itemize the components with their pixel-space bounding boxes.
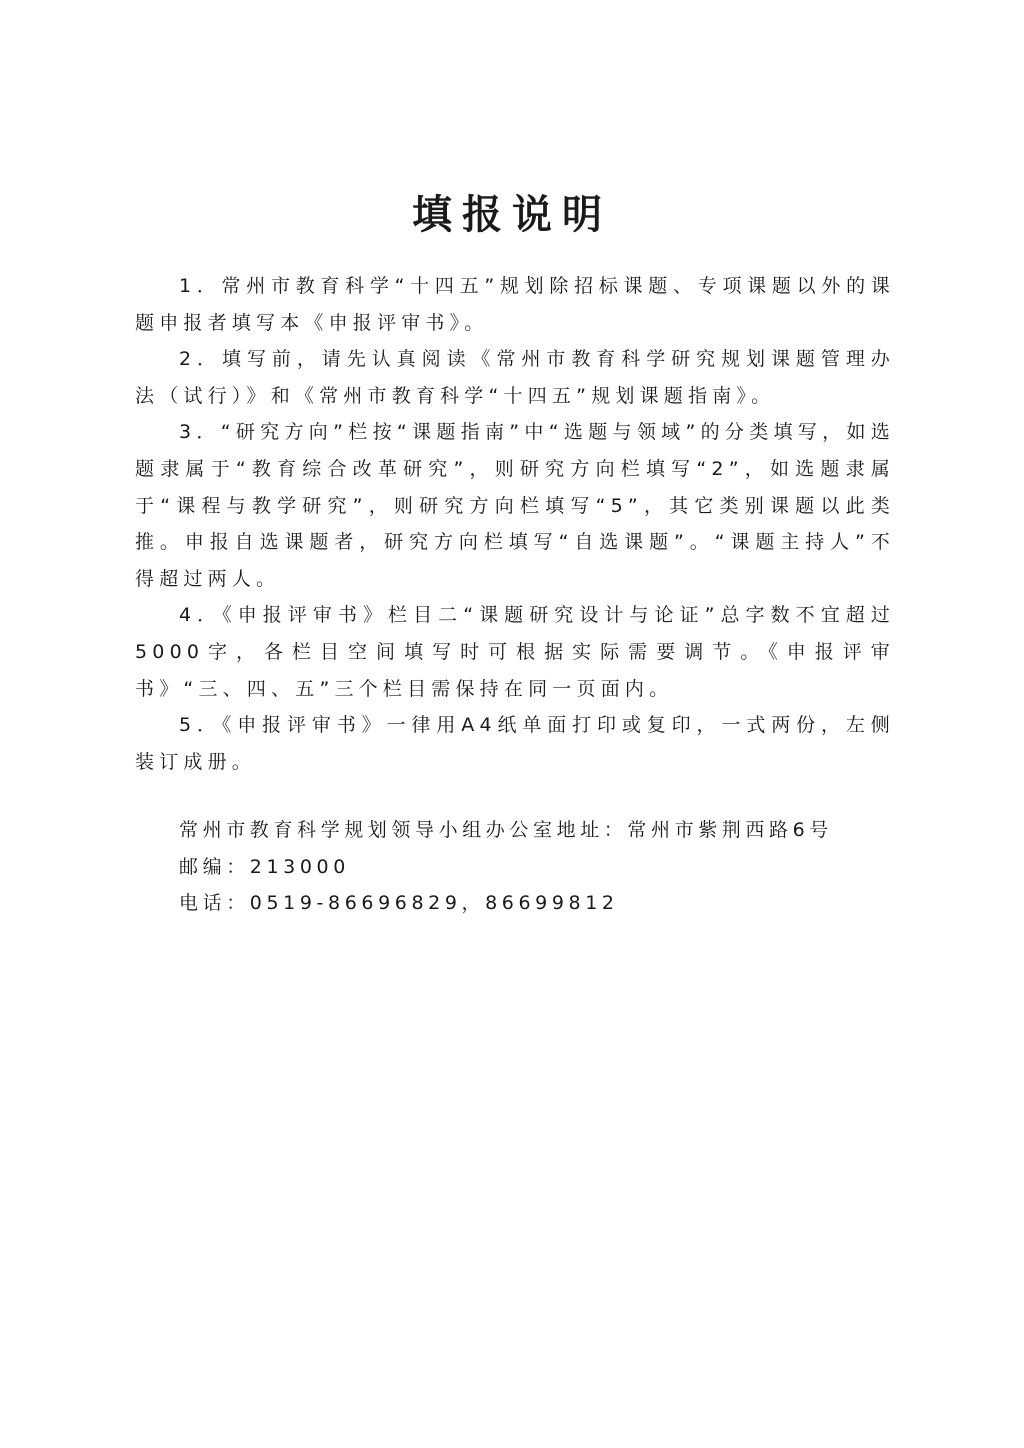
instructions-section bbox=[135, 268, 895, 780]
page-title: 填报说明 bbox=[412, 190, 612, 238]
contact-section bbox=[179, 812, 899, 922]
contact-phone: 电话：0519-86696829，86699812 bbox=[179, 892, 619, 915]
instruction-item-4: 4．《申报评审书》栏目二“课题研究设计与论证”总字数不宜超过5000字，各栏目空间填写时可根据实际需要调节。《申报评审书》“三、四、五”三个栏目需保持在同一页面内。 bbox=[135, 604, 895, 700]
contact-postcode: 邮编：213000 bbox=[179, 855, 350, 878]
instruction-item-3: 3．“研究方向”栏按“课题指南”中“选题与领域”的分类填写，如选题隶属于“教育综合改革研究”，则研究方向栏填写“2”，如选题隶属于“课程与教学研究”，则研究方向栏填写“5”，其它类别课题以此类推。申报自选课题者，研究方向栏填写“自选课题”。“课题主持人”不得超过两人。 bbox=[135, 421, 895, 590]
contact-address: 常州市教育科学规划领导小组办公室地址：常州市紫荆西路6号 bbox=[179, 819, 833, 841]
instruction-item-5: 5．《申报评审书》一律用A4纸单面打印或复印，一式两份，左侧装订成册。 bbox=[135, 714, 895, 773]
instruction-item-2: 2．填写前，请先认真阅读《常州市教育科学研究规划课题管理办法（试行）》和《常州市教育科学“十四五”规划课题指南》。 bbox=[135, 348, 895, 407]
instruction-item-1: 1．常州市教育科学“十四五”规划除招标课题、专项课题以外的课题申报者填写本《申报评审书》。 bbox=[135, 275, 895, 334]
